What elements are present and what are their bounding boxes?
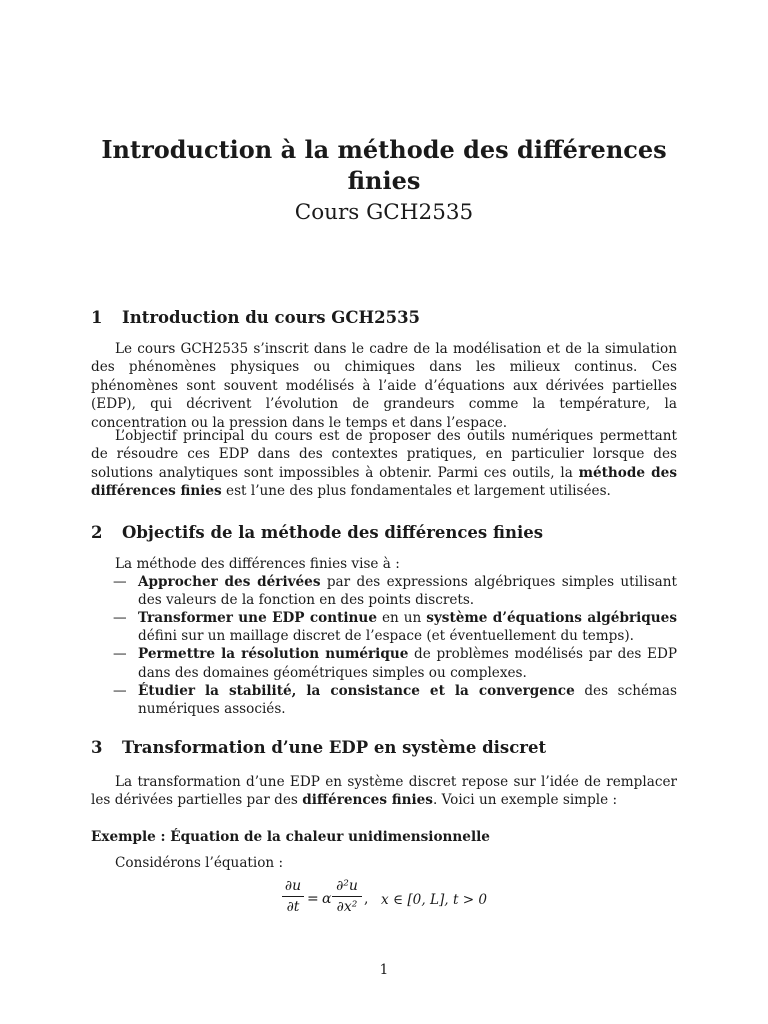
text-run: défini sur un maillage discret de l’espace (et éventuellement du temps). [138, 628, 634, 645]
example-heading: Exemple : Équation de la chaleur unidimensionnelle [91, 829, 490, 845]
text-run: L’objectif principal du cours est de proposer des outils numériques permettant de résoudre ces EDP dans des contextes pratiques, en particulier lorsque des solutions analytiques sont impossibles à obtenir. Parmi ces outils, la [91, 428, 677, 481]
section-number: 3 [91, 738, 103, 757]
section-1-paragraph-1: Le cours GCH2535 s’inscrit dans le cadre de la modélisation et de la simulation des phénomènes physiques ou chimiques dans les milieux continus. Ces phénomènes sont souvent modélisés à l’aide d’équations aux dérivées partielles (EDP), qui décrivent l’évolution de grandeurs comme la température, la concentration ou la pression dans le temps et dans l’espace. [91, 341, 677, 431]
dash-marker: — [113, 646, 127, 663]
equation-comma: , [364, 891, 369, 907]
section-number: 2 [91, 523, 103, 542]
dash-marker: — [113, 574, 127, 591]
text-run: par des expressions algébriques simples utilisant des valeurs de la fonction en des points discrets. [138, 574, 677, 609]
page-number: 1 [379, 962, 389, 978]
fraction-numerator: ∂u [284, 878, 302, 894]
document-subtitle: Cours GCH2535 [294, 200, 474, 225]
section-title: Introduction du cours GCH2535 [122, 308, 421, 327]
objectives-list [91, 555, 677, 718]
document-title: Introduction à la méthode des différences finies [101, 135, 667, 195]
fraction-bar [282, 896, 304, 897]
list-item [91, 573, 677, 609]
section-1-paragraph-2 [91, 427, 677, 501]
section-heading-3 [91, 737, 681, 759]
heat-equation [282, 877, 512, 927]
text-run: est l’une des plus fondamentales et largement utilisées. [221, 483, 611, 500]
bold-term: différences finies [302, 792, 433, 809]
dash-marker: — [113, 682, 127, 699]
text-run: des schémas numériques associés. [138, 682, 677, 717]
fraction-numerator: ∂²u [336, 878, 358, 894]
fraction-bar [332, 896, 362, 897]
alpha-coefficient: α [322, 891, 332, 907]
section-title: Transformation d’une EDP en système discret [122, 738, 547, 757]
section-number: 1 [91, 308, 103, 327]
equals-sign: = [307, 891, 319, 907]
title-block [90, 134, 678, 228]
text-run: en un [376, 610, 427, 627]
section-3-paragraph [91, 773, 677, 810]
list-item [91, 682, 677, 718]
text-run: . Voici un exemple simple : [432, 792, 618, 809]
list-item [91, 609, 677, 645]
fraction-denominator: ∂t [286, 899, 300, 915]
section-heading-2 [91, 522, 681, 544]
bold-term: système d’équations algébriques [426, 610, 677, 627]
fraction-denominator: ∂x² [336, 899, 358, 915]
bold-term: Approcher des dérivées [138, 574, 321, 591]
section-title: Objectifs de la méthode des différences finies [122, 523, 544, 542]
rhs-fraction [332, 877, 362, 916]
domain-condition: x ∈ [0, L], t > 0 [381, 892, 488, 908]
list-item [91, 645, 677, 681]
text-run: de problèmes modélisés par des EDP dans des domaines géométriques simples ou complexes. [138, 646, 677, 681]
bold-term: Étudier la stabilité, la consistance et la convergence [138, 682, 575, 699]
list-lead: La méthode des différences finies vise à : [115, 556, 400, 572]
dash-marker: — [113, 610, 127, 627]
bold-term: Transformer une EDP continue [138, 610, 377, 627]
text-run: La transformation d’une EDP en système discret repose sur l’idée de remplacer les dérivées partielles par des [91, 774, 677, 809]
bold-term: Permettre la résolution numérique [138, 646, 409, 663]
lhs-fraction [282, 877, 304, 916]
section-heading-1 [91, 307, 681, 329]
example-lead: Considérons l’équation : [115, 855, 284, 871]
bold-term: méthode des différences finies [91, 464, 677, 500]
